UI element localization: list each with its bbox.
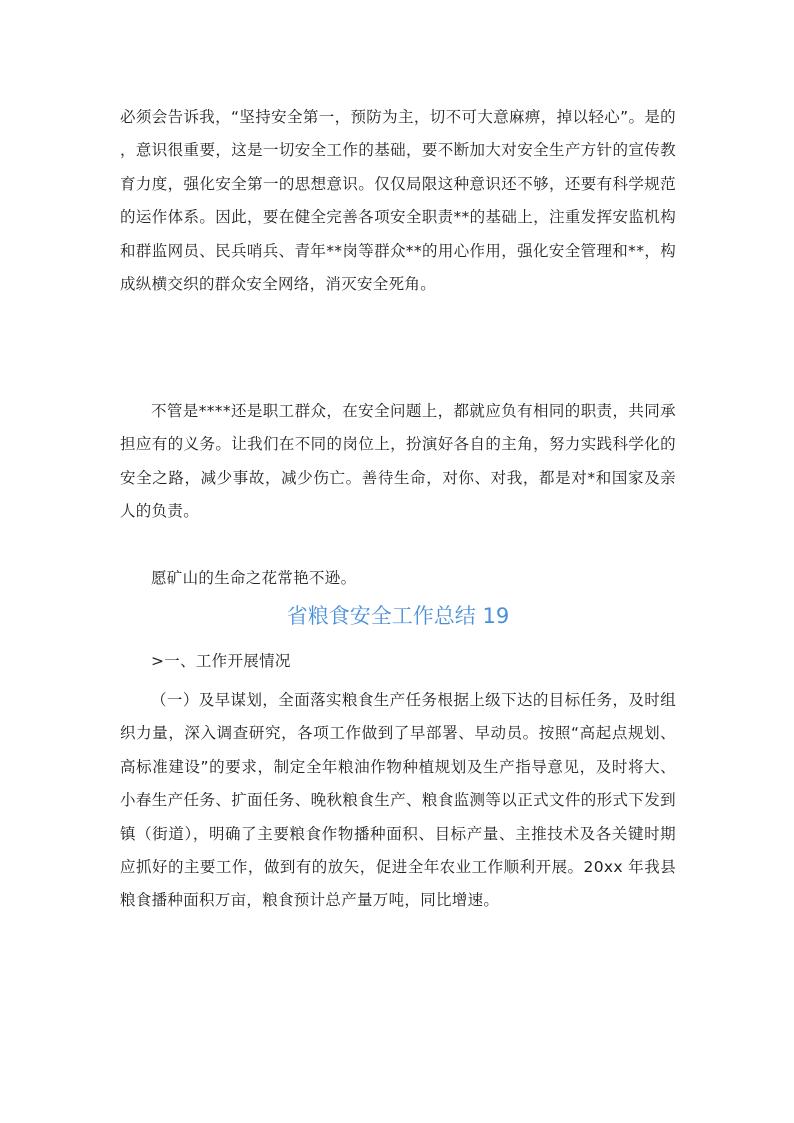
section-heading-work-status: >一、工作开展情况	[151, 652, 291, 670]
section-title: 省粮食安全工作总结 19	[286, 604, 510, 628]
body-paragraph-3: 愿矿山的生命之花常艳不逊。	[151, 569, 357, 587]
body-paragraph-2: 不管是****还是职工群众，在安全问题上，都就应负有相同的职责，共同承担应有的义务。让我们在不同的岗位上，扮演好各自的主角，努力实践科学化的安全之路，减少事故，减少伤亡。善待生命，对你、对我，都是对*和国家及亲人的负责。	[120, 402, 676, 521]
body-paragraph-1: 必须会告诉我，“坚持安全第一，预防为主，切不可大意麻痹，掉以轻心”。是的，意识很重要，这是一切安全工作的基础，要不断加大对安全生产方针的宣传教育力度，强化安全第一的思想意识。仅仅局限这种意识还不够，还要有科学规范的运作体系。因此，要在健全完善各项安全职责**的基础上，注重发挥安监机构和群监网员、民兵哨兵、青年**岗等群众**的用心作用，强化安全管理和**，构成纵横交织的群众安全网络，消灭安全死角。	[120, 108, 676, 294]
section-paragraph-1: （一）及早谋划，全面落实粮食生产任务根据上级下达的目标任务，及时组织力量，深入调查研究，各项工作做到了早部署、早动员。按照“高起点规划、高标准建设”的要求，制定全年粮油作物种植规划及生产指导意见，及时将大、小春生产任务、扩面任务、晚秋粮食生产、粮食监测等以正式文件的形式下发到镇（街道），明确了主要粮食作物播种面积、目标产量、主推技术及各关键时期应抓好的主要工作，做到有的放矢，促进全年农业工作顺利开展。20xx 年我县粮食播种面积万亩，粮食预计总产量万吨，同比增速。	[120, 691, 676, 910]
